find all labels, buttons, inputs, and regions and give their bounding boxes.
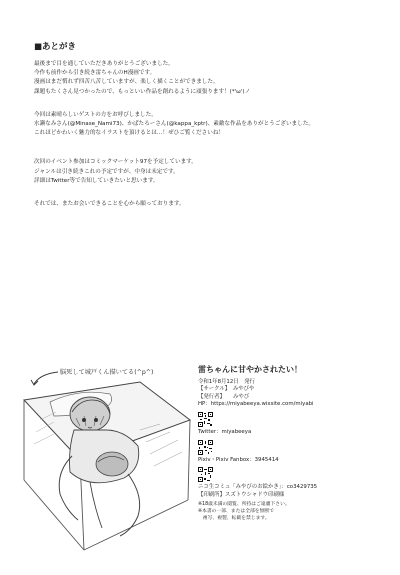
- colophon: [198, 366, 394, 522]
- twitter-qr-code: [198, 412, 213, 427]
- text-line: 今作も前作から引き続き雷ちゃんのH漫画です。: [34, 70, 156, 77]
- twitter-handle: Twitter：miyabeeya: [198, 428, 252, 435]
- text-line: 詳細はTwitter等で告知していきたいと思います。: [34, 177, 159, 184]
- afterword-paragraph-closing: [34, 200, 374, 209]
- publication-date: 令和1年8月12日 発行: [198, 378, 255, 385]
- text-line: 今回は素晴らしいゲストの方をお呼びしました。: [34, 111, 157, 118]
- text-line: 課題もたくさん見つかったので、もっといい作品を創れるように頑張ります！(*'ω')ノ: [34, 88, 251, 95]
- niconico-community: ニコ生コミュ「みやびのお絵かき」：co3429735: [198, 484, 318, 491]
- text-line: ジャンルは引き続きこれの予定ですが、中身は未定です。: [34, 168, 179, 175]
- legal-note-line: 複写、複製、転載を禁じます。: [198, 516, 270, 522]
- legal-note-line: ※本書の一部、または全部を無断で: [198, 509, 274, 515]
- printer-name: 【印刷所】スズトウシャドウ印刷様: [198, 491, 285, 498]
- afterword-paragraph-next-event: [34, 158, 374, 186]
- book-title: 雷ちゃんに甘やかされたい！: [198, 365, 302, 374]
- text-line: それでは、またお会いできることを心から願っております。: [34, 200, 185, 207]
- circle-name: 【サークル】 みやびや: [198, 386, 255, 393]
- legal-notes: [198, 501, 394, 522]
- pixiv-id: Pixiv・Pixiv Fanbox：3945414: [198, 456, 279, 463]
- text-line: 次回のイベント参加はコミックマーケット97を予定しています。: [34, 159, 197, 166]
- afterword: [34, 40, 374, 223]
- text-line: 水瀬なみさん(@Minase_Nami73)、かぱたろーさん(@kappa_kptr)、素敵な作品をありがとうございました。: [34, 120, 314, 127]
- afterword-heading: ■あとがき: [34, 42, 77, 52]
- niconico-qr-code: [198, 467, 213, 482]
- sketch-drawing: [20, 360, 196, 560]
- homepage-url: HP：https://miyabeeya.wixsite.com/miyabi: [198, 401, 314, 408]
- afterword-paragraph-guests: [34, 111, 374, 139]
- text-line: 漫画はまだ慣れず四苦八苦していますが、楽しく描くことができました。: [34, 79, 219, 86]
- afterword-paragraph-thanks: [34, 60, 374, 97]
- publisher-name: 【発行者】 みやび: [198, 393, 250, 400]
- text-line: これほどかわいく魅力的なイラストを頂けるとは…！ぜひご覧くださいね！: [34, 130, 225, 137]
- illustration-sketch: [20, 360, 196, 560]
- legal-note-line: ※18歳未満の閲覧、所持はご遠慮下さい。: [198, 502, 290, 508]
- pixiv-qr-code: [198, 440, 213, 455]
- sketch-caption: 脳死して城戸くん描いてる(^p^): [60, 369, 154, 376]
- text-line: 最後まで目を通していただきありがとうございました。: [34, 61, 174, 67]
